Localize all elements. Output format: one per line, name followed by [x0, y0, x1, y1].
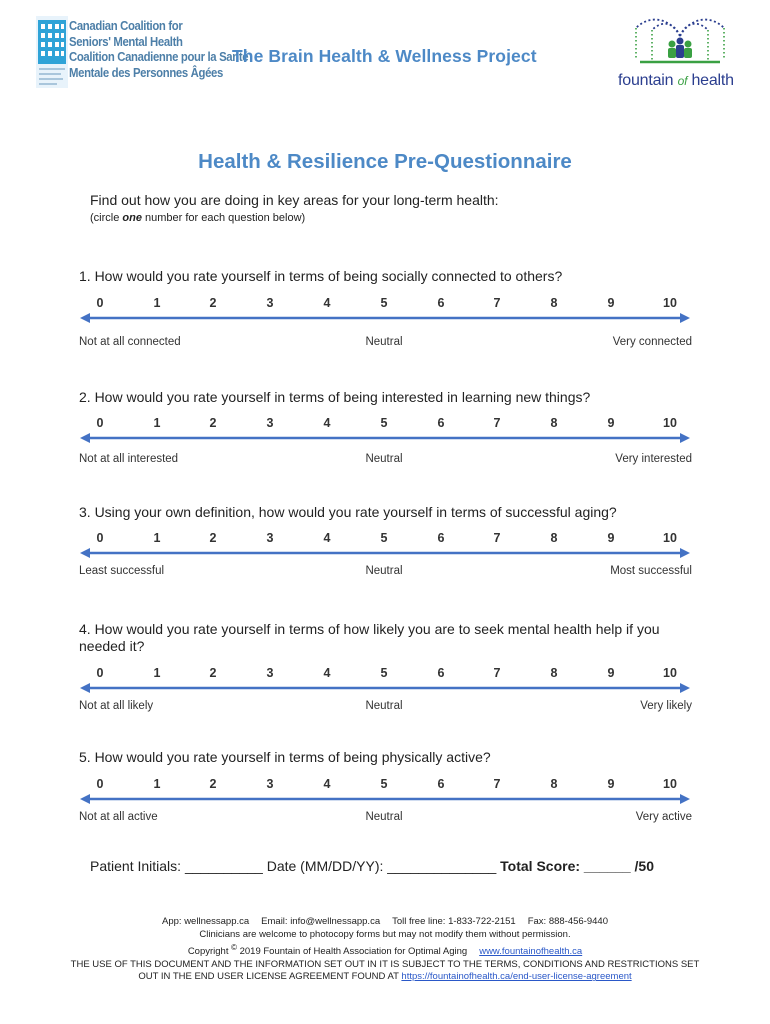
scale-option-2[interactable]: 2	[209, 416, 217, 430]
ccsmh-wordmark	[69, 18, 249, 80]
scale-option-5[interactable]: 5	[380, 666, 388, 680]
contact-line: App: wellnessapp.ca Email: info@wellnessapp.ca Toll free line: 1-833-722-2151 Fax: 888-456-9440	[162, 916, 608, 927]
scale-option-8[interactable]: 8	[550, 666, 558, 680]
scale-option-3[interactable]: 3	[266, 296, 274, 310]
scale-option-10[interactable]: 10	[663, 531, 677, 545]
scale-low-label: Least successful	[79, 565, 165, 577]
project-title: The Brain Health & Wellness Project	[232, 46, 537, 66]
scale-option-1[interactable]: 1	[153, 416, 161, 430]
scale-high-label: Very active	[635, 811, 692, 823]
question-text: 2. How would you rate yourself in terms of being interested in learning new things?	[79, 389, 591, 405]
scale-option-0[interactable]: 0	[96, 777, 104, 791]
scale-option-3[interactable]: 3	[266, 531, 274, 545]
scale-option-4[interactable]: 4	[323, 416, 331, 430]
scale-option-4[interactable]: 4	[323, 777, 331, 791]
permission-line: Clinicians are welcome to photocopy forms but may not modify them without permission.	[199, 928, 571, 940]
org-name-line: Mentale des Personnes Âgées	[69, 64, 223, 80]
scale-option-9[interactable]: 9	[607, 296, 615, 310]
scale-option-9[interactable]: 9	[607, 531, 615, 545]
scale-option-5[interactable]: 5	[380, 296, 388, 310]
scale-high-label: Most successful	[610, 565, 692, 577]
scale-mid-label: Neutral	[365, 811, 403, 823]
scale-option-0[interactable]: 0	[96, 296, 104, 310]
scale-mid-label: Neutral	[365, 453, 403, 465]
org-name-line: Coalition Canadienne pour la Santé	[69, 49, 249, 64]
scale-arrow	[80, 432, 690, 444]
scale-option-8[interactable]: 8	[550, 531, 558, 545]
scale-option-3[interactable]: 3	[266, 416, 274, 430]
scale-low-label: Not at all interested	[79, 453, 179, 465]
scale-option-8[interactable]: 8	[550, 416, 558, 430]
scale-option-10[interactable]: 10	[663, 296, 677, 310]
license-link[interactable]: https://fountainofhealth.ca/end-user-license-agreement	[401, 971, 632, 983]
scale-option-7[interactable]: 7	[493, 296, 501, 310]
fountain-icon	[630, 14, 730, 70]
scale-low-label: Not at all active	[79, 811, 158, 823]
footer	[0, 916, 770, 984]
scale-option-0[interactable]: 0	[96, 416, 104, 430]
scale-option-0[interactable]: 0	[96, 666, 104, 680]
scale-option-1[interactable]: 1	[153, 666, 161, 680]
scale-option-7[interactable]: 7	[493, 416, 501, 430]
date-field[interactable]: Date (MM/DD/YY): ______________	[266, 858, 497, 874]
intro-text: Find out how you are doing in key areas for your long-term health:	[90, 192, 499, 208]
website-link[interactable]: www.fountainofhealth.ca	[479, 945, 583, 957]
scale-option-10[interactable]: 10	[663, 777, 677, 791]
scale-high-label: Very interested	[615, 453, 692, 465]
scale-option-9[interactable]: 9	[607, 777, 615, 791]
scale-option-3[interactable]: 3	[266, 666, 274, 680]
license-line: OUT IN THE END USER LICENSE AGREEMENT FOUND AT https://fountainofhealth.ca/end-user-license-agreement	[138, 971, 632, 983]
building-icon	[36, 16, 68, 88]
scale-option-2[interactable]: 2	[209, 777, 217, 791]
scale-option-3[interactable]: 3	[266, 777, 274, 791]
scale-option-6[interactable]: 6	[437, 416, 445, 430]
fountain-of-health-logo	[612, 14, 740, 98]
copyright-line: Copyright © 2019 Fountain of Health Association for Optimal Aging www.fountainofhealth.ca	[187, 942, 583, 957]
scale-high-label: Very connected	[612, 336, 692, 348]
scale-option-4[interactable]: 4	[323, 296, 331, 310]
scale-low-label: Not at all connected	[79, 336, 181, 348]
fountain-of-health-wordmark: fountain of health	[618, 72, 734, 89]
scale-option-9[interactable]: 9	[607, 416, 615, 430]
question-text: 5. How would you rate yourself in terms of being physically active?	[79, 749, 491, 765]
scale-arrow	[80, 682, 690, 694]
scale-option-6[interactable]: 6	[437, 777, 445, 791]
scale-arrow	[80, 793, 690, 805]
patient-initials-field[interactable]: Patient Initials: __________	[90, 858, 263, 874]
ccsmh-logo	[36, 16, 249, 92]
instruction-text: (circle one number for each question below)	[90, 212, 306, 224]
scale-option-5[interactable]: 5	[380, 531, 388, 545]
scale-option-5[interactable]: 5	[380, 416, 388, 430]
scale-option-4[interactable]: 4	[323, 666, 331, 680]
scale-option-1[interactable]: 1	[153, 777, 161, 791]
org-name-line: Canadian Coalition for	[69, 18, 183, 33]
scale-low-label: Not at all likely	[79, 700, 154, 712]
form-fields	[90, 858, 654, 874]
question-text: 3. Using your own definition, how would you rate yourself in terms of successful aging?	[79, 504, 617, 520]
scale-option-1[interactable]: 1	[153, 531, 161, 545]
scale-option-7[interactable]: 7	[493, 666, 501, 680]
scale-arrow	[80, 312, 690, 324]
scale-option-6[interactable]: 6	[437, 296, 445, 310]
scale-option-6[interactable]: 6	[437, 666, 445, 680]
scale-option-2[interactable]: 2	[209, 531, 217, 545]
scale-mid-label: Neutral	[365, 336, 403, 348]
scale-mid-label: Neutral	[365, 565, 403, 577]
scale-mid-label: Neutral	[365, 700, 403, 712]
scale-option-5[interactable]: 5	[380, 777, 388, 791]
question-text: 4. How would you rate yourself in terms of how likely you are to seek mental health help if you needed it?	[79, 621, 660, 654]
scale-option-2[interactable]: 2	[209, 666, 217, 680]
scale-high-label: Very likely	[640, 700, 692, 712]
scale-arrow	[80, 547, 690, 559]
scale-option-8[interactable]: 8	[550, 777, 558, 791]
scale-option-4[interactable]: 4	[323, 531, 331, 545]
scale-option-10[interactable]: 10	[663, 416, 677, 430]
license-line: THE USE OF THIS DOCUMENT AND THE INFORMATION SET OUT IN IT IS SUBJECT TO THE TERMS, CONDITIONS AND RESTRICTIONS SET	[70, 958, 700, 970]
org-name-line: Seniors' Mental Health	[69, 33, 183, 49]
scale-option-8[interactable]: 8	[550, 296, 558, 310]
scale-option-7[interactable]: 7	[493, 531, 501, 545]
scale-option-10[interactable]: 10	[663, 666, 677, 680]
total-score-field[interactable]: Total Score: ______ /50	[500, 858, 654, 874]
scale-option-0[interactable]: 0	[96, 531, 104, 545]
scale-option-2[interactable]: 2	[209, 296, 217, 310]
page-title: Health & Resilience Pre-Questionnaire	[198, 150, 572, 173]
scale-option-9[interactable]: 9	[607, 666, 615, 680]
scale-option-1[interactable]: 1	[153, 296, 161, 310]
question-text: 1. How would you rate yourself in terms of being socially connected to others?	[79, 268, 563, 284]
scale-option-7[interactable]: 7	[493, 777, 501, 791]
scale-option-6[interactable]: 6	[437, 531, 445, 545]
